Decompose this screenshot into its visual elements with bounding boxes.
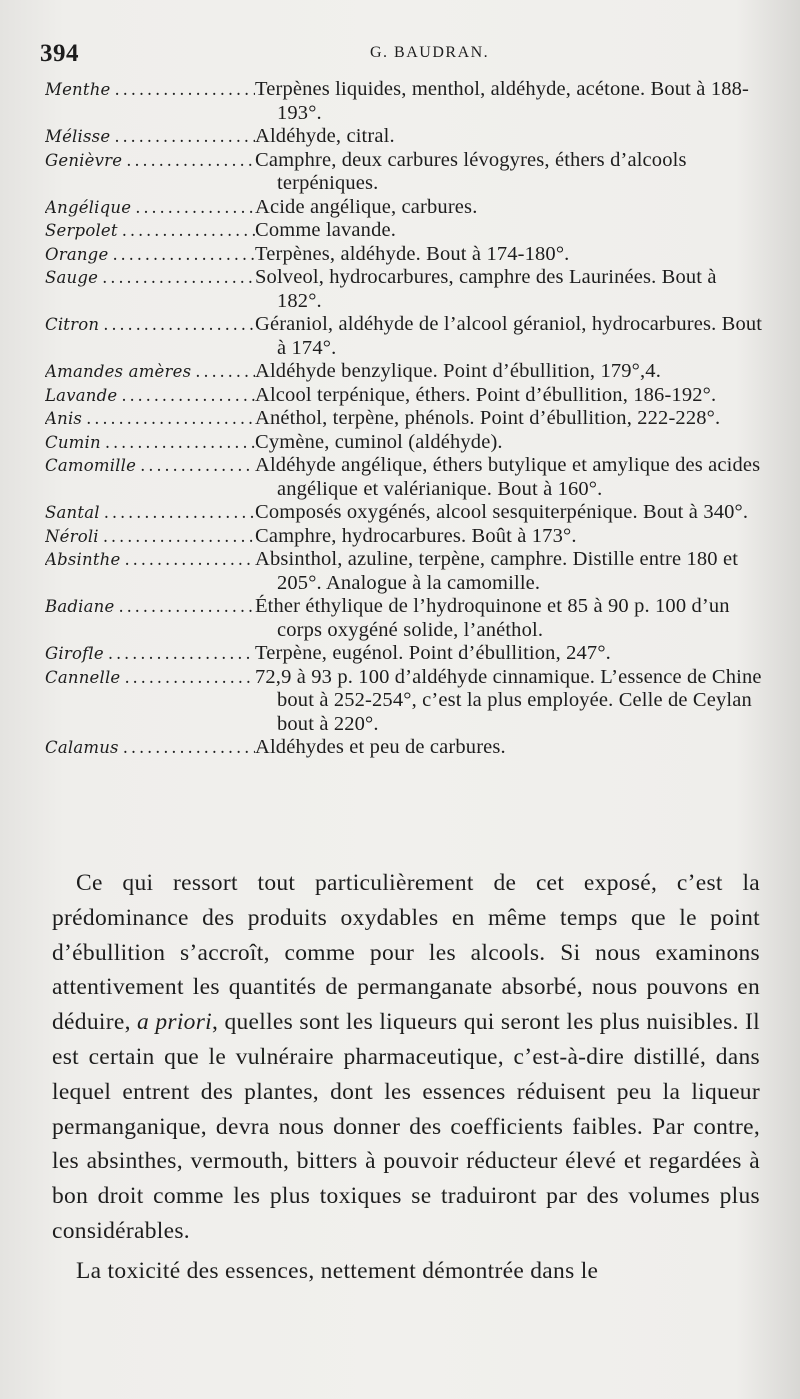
essence-description: Comme lavande. [255, 219, 397, 241]
essence-description: Solveol, hydrocarbures, camphre des Laurinées. Bout à 182°. [255, 266, 717, 312]
page-header [40, 40, 760, 74]
essence-description: Aldéhydes et peu de carbures. [255, 736, 506, 758]
paragraph-text: La toxicité des essences, nettement démontrée dans le [76, 1257, 599, 1284]
essence-description: Composés oxygénés, alcool sesquiterpénique. Bout à 340°. [255, 501, 749, 523]
essence-name: Orange . . . [45, 243, 255, 267]
essence-description: Camphre, hydrocarbures. Boût à 173°. [255, 524, 577, 547]
essence-description: Acide angélique, carbures. [255, 195, 478, 218]
essence-row [45, 384, 765, 408]
essence-row [45, 360, 765, 384]
essence-description: 72,9 à 93 p. 100 d’aldéhyde cinnamique. L’essence de Chine bout à 252-254°, c’est la plus employée. Celle de Ceylan bout à 220°. [255, 665, 762, 735]
essence-description: Aldéhyde benzylique. Point d’ébullition, 179°,4. [255, 360, 661, 382]
essence-row [45, 78, 765, 125]
essence-name: Néroli . . . [45, 525, 255, 549]
body-text [52, 866, 760, 1289]
essence-name: Girofle . . . [45, 642, 255, 666]
essence-name: Cannelle . . . [45, 666, 255, 690]
paragraph-text: Ce qui ressort tout particulièrement de cet exposé, c’est la prédominance des produits oxydables en même temps que le point d’ébullition s’accroît, comme pour les alcools. Si nous examinons attentivement les quantités de permanganate absorbé, nous pouvons en déduire, [52, 870, 760, 1036]
essence-row [45, 642, 765, 666]
essence-row [45, 454, 765, 501]
essence-row [45, 313, 765, 360]
essence-name: Menthe . . . [45, 78, 255, 102]
paragraph [52, 1254, 760, 1289]
essence-description: Cymène, cuminol (aldéhyde). [255, 430, 503, 453]
page-number: 394 [40, 40, 79, 67]
essence-row [45, 243, 765, 267]
essence-description: Alcool terpénique, éthers. Point d’ébullition, 186-192°. [255, 383, 717, 406]
essence-name: Amandes amères . . . [45, 360, 255, 384]
essence-description: Absinthol, azuline, terpène, camphre. Distille entre 180 et 205°. Analogue à la camomille. [255, 548, 739, 594]
essence-description: Camphre, deux carbures lévogyres, éthers d’alcools terpéniques. [255, 148, 687, 194]
essence-name: Angélique . . . [45, 196, 255, 220]
essence-row [45, 125, 765, 149]
essence-row [45, 736, 765, 760]
essence-name: Genièvre . . . [45, 149, 255, 173]
essence-name: Badiane . . . [45, 595, 255, 619]
essence-name: Lavande . . . [45, 384, 255, 408]
essence-description: Géraniol, aldéhyde de l’alcool géraniol, hydrocarbures. Bout à 174°. [255, 313, 763, 359]
essence-row [45, 431, 765, 455]
essence-description: Anéthol, terpène, phénols. Point d’ébullition, 222-228°. [255, 407, 721, 429]
essence-row [45, 196, 765, 220]
italic-phrase: a priori [137, 1009, 212, 1036]
essence-name: Cumin . . . [45, 431, 255, 455]
essence-row [45, 219, 765, 243]
essence-name: Absinthe . . . [45, 548, 255, 572]
essence-row [45, 548, 765, 595]
essence-row [45, 407, 765, 431]
essence-name: Citron . . . [45, 313, 255, 337]
essence-description: Terpènes, aldéhyde. Bout à 174-180°. [255, 242, 570, 265]
essence-name: Anis . . . [45, 407, 255, 431]
essence-name: Sauge . . . [45, 266, 255, 290]
essence-name: Serpolet . . . [45, 219, 255, 243]
essence-name: Calamus . . . [45, 736, 255, 760]
essence-description: Aldéhyde, citral. [255, 125, 395, 147]
essence-row [45, 501, 765, 525]
essence-name: Mélisse . . . [45, 125, 255, 149]
essence-description: Aldéhyde angélique, éthers butylique et amylique des acides angélique et valérianique. Bout à 160°. [255, 454, 761, 500]
paragraph [52, 866, 760, 1249]
essence-row [45, 595, 765, 642]
essence-description: Terpènes liquides, menthol, aldéhyde, acétone. Bout à 188-193°. [255, 78, 749, 124]
essence-row [45, 666, 765, 737]
essence-row [45, 149, 765, 196]
paragraph-text: , quelles sont les liqueurs qui seront les plus nuisibles. Il est certain que le vulnéraire pharmaceutique, c’est-à-dire distillé, dans lequel entrent des plantes, dont les essences réduisent peu la liqueur permanganique, devra nous donner des coefficients faibles. Par contre, les absinthes, vermouth, bitters à pouvoir réducteur élevé et regardées à bon droit comme les plus toxiques se traduiront par des volumes plus considérables. [52, 1009, 760, 1244]
essence-row [45, 266, 765, 313]
running-head: G. BAUDRAN. [370, 44, 490, 61]
essence-name: Camomille . . . [45, 454, 255, 478]
essence-composition-list [45, 78, 765, 760]
essence-row [45, 525, 765, 549]
essence-name: Santal . . . [45, 501, 255, 525]
essence-description: Éther éthylique de l’hydroquinone et 85 à 90 p. 100 d’un corps oxygéné solide, l’anéthol. [255, 595, 730, 641]
essence-description: Terpène, eugénol. Point d’ébullition, 247°. [255, 642, 611, 664]
